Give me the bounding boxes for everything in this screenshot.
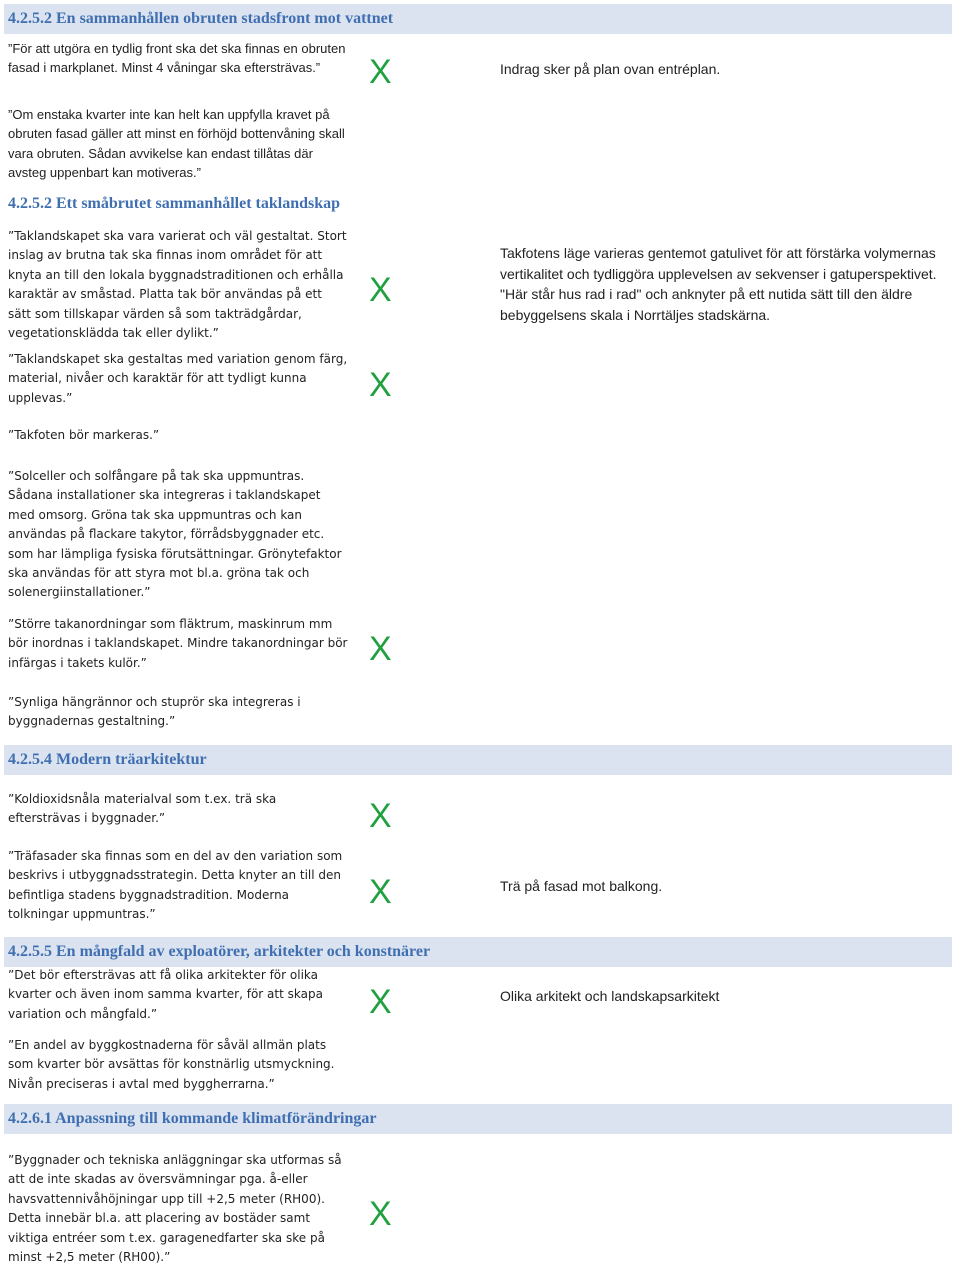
requirement-text: ”Synliga hängrännor och stuprör ska integreras i byggnadernas gestaltning.” (8, 695, 301, 729)
requirement-text: ”Takfoten bör markeras.” (8, 428, 160, 442)
check-mark: X (369, 797, 392, 835)
check-mark: X (369, 271, 392, 309)
section-heading: 4.2.5.5 En mångfald av exploatörer, arkitekter och konstnärer (4, 937, 952, 967)
requirement-text: ”Träfasader ska finnas som en del av den variation som beskrivs i utbyggnadsstrategin. Detta knyter an till den befintliga stadens byggnadstradition. Moderna tolkningar uppmuntras.” (8, 849, 343, 922)
requirement-text: ”En andel av byggkostnaderna för såväl allmän plats som kvarter bör avsättas för konstnärlig utsmyckning. Nivån preciseras i avtal med byggherrarna.” (8, 1038, 335, 1091)
requirement-text: ”Om enstaka kvarter inte kan helt kan uppfylla kravet på obruten fasad gäller att minst en förhöjd bottenvåning skall vara obruten. Sådan avvikelse kan endast tillåtas där avsteg uppenbart kan motiveras.” (8, 107, 345, 181)
check-mark: X (369, 366, 392, 404)
requirement-text: ”Solceller och solfångare på tak ska uppmuntras. Sådana installationer ska integreras i taklandskapet med omsorg. Gröna tak ska uppmuntras och kan användas på flackare takytor, förrådsbyggnader etc. som har lämpliga fysiska förutsättningar. Grönytefaktor ska användas för att styra mot bl.a. gröna tak och solenergiinstallationer.” (8, 469, 342, 600)
section-heading: 4.2.6.1 Anpassning till kommande klimatförändringar (4, 1104, 952, 1134)
requirement-text: ”Större takanordningar som fläktrum, maskinrum mm bör inordnas i taklandskapet. Mindre takanordningar bör infärgas i takets kulör.” (8, 617, 348, 670)
requirement-text: ”För att utgöra en tydlig front ska det ska finnas en obruten fasad i markplanet. Minst 4 våningar ska eftersträvas.” (8, 41, 346, 76)
check-mark: X (369, 630, 392, 668)
requirement-text: ”Det bör eftersträvas att få olika arkitekter för olika kvarter och även inom samma kvarter, för att skapa variation och mångfald.” (8, 968, 323, 1021)
requirement-text: ”Taklandskapet ska vara varierat och väl gestaltat. Stort inslag av brutna tak ska finnas inom området för att knyta an till den lokala byggnadstraditionen och erhålla karaktär av småstad. Platta tak bör användas på ett sätt som tillskapar värden så som takträdgårdar, vegetationsklädda tak eller dylikt.” (8, 229, 347, 341)
section-heading: 4.2.5.4 Modern träarkitektur (4, 745, 952, 775)
requirement-text: ”Koldioxidsnåla materialval som t.ex. trä ska eftersträvas i byggnader.” (8, 792, 277, 826)
check-mark: X (369, 873, 392, 911)
section-heading: 4.2.5.2 Ett småbrutet sammanhållet taklandskap (8, 195, 341, 212)
check-mark: X (369, 1195, 392, 1233)
section-heading: 4.2.5.2 En sammanhållen obruten stadsfront mot vattnet (4, 4, 952, 34)
requirement-text: ”Byggnader och tekniska anläggningar ska utformas så att de inte skadas av översvämningar pga. å-eller havsvattennivåhöjningar upp till +2,5 meter (RH00). Detta innebär bl.a. att placering av bostäder samt viktiga entréer som t.ex. garagenedfarter ska ske på minst +2,5 meter (RH00).” (8, 1153, 342, 1265)
comment-text: Indrag sker på plan ovan entréplan. (500, 61, 721, 77)
check-mark: X (369, 983, 392, 1021)
check-mark: X (369, 53, 392, 91)
comment-text: Trä på fasad mot balkong. (500, 878, 663, 894)
requirement-text: ”Taklandskapet ska gestaltas med variation genom färg, material, nivåer och karaktär för att tydligt kunna upplevas.” (8, 352, 348, 405)
comment-text: Olika arkitekt och landskapsarkitekt (500, 988, 720, 1004)
comment-text: Takfotens läge varieras gentemot gatulivet för att förstärka volymernas vertikalitet och tydliggöra upplevelsen av sekvenser i gatuperspektivet. "Här står hus rad i rad" och anknyter på ett nutida sätt till den äldre bebyggelsens skala i Norrtäljes stadskärna. (500, 245, 937, 323)
